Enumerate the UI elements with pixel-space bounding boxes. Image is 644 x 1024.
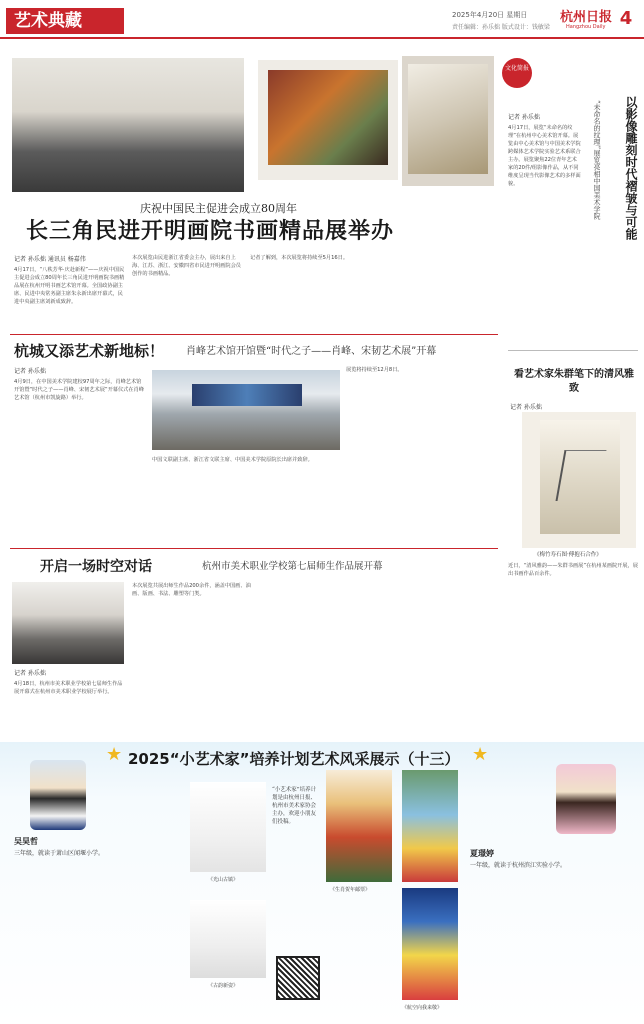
side2-title: 看艺术家朱群笔下的清风雅致: [514, 369, 634, 394]
article3-title: 开启一场时空对话: [40, 559, 152, 575]
article2-subtitle: 肖峰艺术馆开馆暨“时代之子——肖峰、宋韧艺术展”开幕: [186, 346, 437, 357]
side1-vertical-subtitle: “未命名的纹理”展览亮相中国美术学院: [593, 100, 601, 220]
side1-byline: 记者 孙乐拙: [508, 114, 540, 121]
drawing1-caption: 《光山古镇》: [208, 877, 239, 883]
program-note: “小艺术家”培养计划是由杭州日报、杭州市美术家协会主办，欢迎小朋友们投稿。: [272, 787, 317, 825]
kid2-portrait: [556, 764, 616, 834]
section-divider-2: [10, 548, 498, 549]
article2-body-col2: 中国文联副主席、浙江省文联主席、中国美术学院原院长出席并致辞。: [152, 457, 313, 463]
article3-byline: 记者 孙乐拙: [14, 670, 46, 677]
page-number: 4: [619, 8, 633, 29]
side1-vertical-title: 以影像雕刻时代褶皱与可能: [624, 96, 638, 240]
article2-title: 杭城又添艺术新地标！: [14, 342, 165, 360]
drawing5-caption: 《航空向我来敬》: [402, 1005, 443, 1011]
art-museum-photo: [152, 370, 340, 450]
side2-byline: 记者 孙乐拙: [510, 404, 542, 411]
drawing3-caption: 《生肖贺年邮票》: [330, 887, 371, 893]
header-rule: [0, 37, 644, 39]
kid1-name: 吴昊哲: [14, 836, 38, 846]
side2-body-narrow: [508, 412, 520, 542]
article3-body-col3: [258, 582, 378, 736]
kid1-drawing-1: [190, 782, 266, 872]
calligraphy-artwork: [408, 64, 488, 174]
article1-body-col1: 4月17日，“八秩芳华·庆赴新程”——庆祝中国民主促进会成立80周年长三角民进开明画院书画精品展在杭州开明书画艺术馆开幕。全国政协副主席、民进中央常务副主席朱永新出席开幕式，民进中央副主席刘新成致辞。: [14, 267, 125, 305]
article1-body-col2: 本次展览由民进浙江省委会主办，展出来自上海、江苏、浙江、安徽四省市民进开明画院会员创作的书画精品。: [132, 255, 241, 277]
ink-painting-artwork: [540, 420, 620, 534]
paper-logo: 杭州日报: [560, 10, 613, 25]
article1-title: 长三角民进开明画院书画精品展举办: [26, 219, 395, 244]
drawing2-caption: 《古韵新姿》: [208, 983, 239, 989]
kid2-drawing-3: [402, 888, 458, 1000]
header-date: 2025年4月20日 星期日: [452, 11, 528, 19]
student-exhibition-photo: [12, 582, 124, 664]
calligraphy-photo: [402, 56, 494, 186]
side1-body: 4月17日，展览“未命名的纹理”在杭州中心美术馆开幕。展览由中心美术馆与中国美术学院跨媒体艺术学院实验艺术系联合主办。展览聚焦22位青年艺术家的20件/组影像作品，从不同维度呈现当代影像艺术的多样面貌。: [508, 125, 581, 187]
side2-caption: 《梅竹寿石图·傅抱石合作》: [534, 552, 602, 558]
kid1-body: [14, 860, 180, 1016]
star-icon: ★: [106, 744, 123, 765]
header-editor: 责任编辑：孙乐拙 版式设计：钱敏梁: [452, 24, 550, 31]
article1-subtitle: 庆祝中国民主促进会成立80周年: [140, 202, 297, 215]
article4-title: 2025“小艺术家”培养计划艺术风采展示（十三）: [128, 750, 460, 768]
qr-code-icon: [276, 956, 320, 1000]
museum-facade: [192, 384, 302, 406]
side2-divider: [508, 350, 638, 351]
article3-body-col4: [384, 582, 498, 736]
star-icon: ★: [472, 744, 489, 765]
painting-artwork: [268, 70, 388, 165]
article2-body-col3: 展览将持续至12月8日。: [346, 367, 403, 373]
section-tag: 艺术典藏: [6, 8, 124, 34]
kid2-drawing-1: [326, 770, 392, 882]
article1-byline: 记者 孙乐拙 通讯员 杨嘉伟: [14, 256, 86, 263]
kid2-body: [470, 872, 636, 1016]
kid2-desc: 一年级，就读于杭州滨江实验小学。: [470, 862, 567, 869]
article2-byline: 记者 孙乐拙: [14, 368, 46, 375]
exhibition-visit-photo: [12, 58, 244, 192]
section-divider: [10, 334, 498, 335]
article3-body-col1: 4月18日，杭州市美术职业学校第七届师生作品展开幕式在杭州市美术职业学校展厅举行。: [14, 681, 123, 695]
kid1-drawing-2: [190, 900, 266, 978]
article1-body-col3: 记者了解到，本次展览将持续至5月16日。: [250, 255, 349, 261]
article3-body-col2: 本次展览共展出师生作品200余件，涵盖中国画、油画、版画、书法、雕塑等门类。: [132, 583, 251, 597]
kid1-portrait: [30, 760, 86, 830]
ink-painting-photo: [522, 412, 636, 548]
painting-photo: [258, 60, 398, 180]
kid2-drawing-2: [402, 770, 458, 882]
paper-logo-en: Hangzhou Daily: [566, 24, 606, 30]
side2-body: 近日，“清风雅韵——朱群书画展”在杭州某画院开展，展出书画作品百余件。: [508, 563, 638, 577]
article2-body-col1: 4月9日，在中国美术学院建校97周年之际，肖峰艺术馆开馆暨“时代之子——肖峰、宋韧艺术展”开幕仪式在肖峰艺术馆（杭州市凯旋路）举行。: [14, 379, 144, 401]
culture-brief-badge: 文化简报: [502, 58, 532, 88]
article3-subtitle: 杭州市美术职业学校第七届师生作品展开幕: [202, 561, 383, 572]
kid2-name: 夏璟婷: [470, 848, 494, 858]
kid1-desc: 三年级，就读于萧山区闻堰小学。: [14, 850, 105, 857]
